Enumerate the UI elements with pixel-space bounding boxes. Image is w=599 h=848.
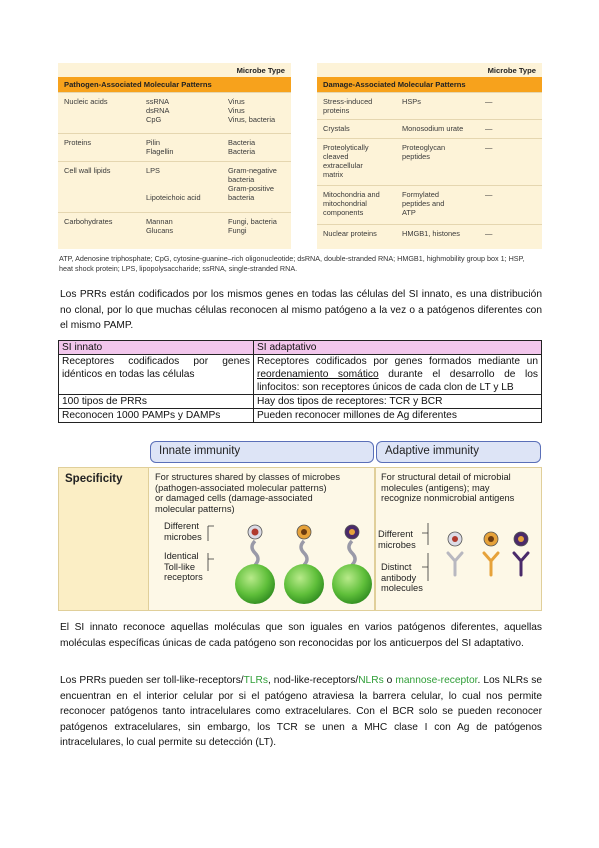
antibody-icon [514,553,528,575]
table-cell: Proteolytically cleaved extracellular matrix [323,143,369,179]
table-cell: — [485,97,493,106]
innate-vs-adaptive-table [58,340,542,423]
table-row [59,409,542,423]
table-cell: Proteins [64,138,92,147]
paragraph-innate-recognition: El SI innato reconoce aquellas moléculas que son iguales en varios patógenos diferentes, aquellas moléculas específicas únicas de cada patógeno son reconocidas por los anticuerpos del SI adaptativo. [60,622,542,649]
label-toll-like-receptors: Identical Toll-like receptors [164,551,203,582]
table-row [317,138,542,185]
table-cell: Carbohydrates [64,217,113,226]
cell-text: Receptores codificados por genes formados mediante un [257,356,538,367]
table-row [59,395,542,409]
table-cell: Gram-negative bacteria Gram-positive bacteria [228,166,277,202]
table-row [317,185,542,224]
immunity-illustration [58,441,542,611]
text: Los PRRs pueden ser toll-like-receptors/ [60,675,244,686]
adaptive-antigens [448,532,528,546]
table-cell: 100 tipos de PRRs [59,395,254,409]
table-row [58,92,291,133]
table-cell: HMGB1, histones [402,229,460,238]
table-cell: Hay dos tipos de receptores: TCR y BCR [254,395,542,409]
innate-description: For structures shared by classes of microbes (pathogen-associated molecular patterns) or damaged cells (damage-associated molecular patterns) [155,472,340,514]
innate-immunity-header: Innate immunity [150,441,374,463]
specificity-label: Specificity [58,467,148,611]
table-row [58,133,291,161]
cell-text: durante el desarrollo de los linfocitos: son receptores únicos de cada clon de LT y LB [257,369,538,393]
pamp-microbe-type-header: Microbe Type [58,63,291,77]
innate-cell-icon [332,564,372,604]
table-cell: Virus Virus Virus, bacteria [228,97,276,124]
figure-caption: ATP, Adenosine triphosphate; CpG, cytosine-guanine–rich oligonucleotide; dsRNA, double-stranded RNA; HMGB1, highmobility group box 1; HSP, heat shock protein; LPS, lipopolysaccharide; ssRNA, single-stranded RNA. [59,254,525,273]
antibody-icon [448,553,462,575]
table-cell: Pilin Flagellin [146,138,174,156]
table-row [317,92,542,119]
link-mannose-receptor[interactable]: mannose-receptor [395,675,478,686]
table-row [59,355,542,395]
table-cell: Crystals [323,124,350,133]
text: o [383,675,396,686]
table-cell [254,355,542,395]
antibody-icon [484,553,498,575]
text: , nod-like-receptors/ [267,675,359,686]
toll-like-receptor-icon [349,541,355,565]
header-adaptive: SI adaptativo [254,341,542,355]
paragraph-prr-distribution: Los PRRs están codificados por los mismos genes en todas las células del SI innato, es una distribución no clonal, por lo que muchas células reconocen al mismo patógeno a la vez o a patógenos diferentes con el mismo PAMP. [60,289,542,331]
table-cell: LPS Lipoteichoic acid [146,166,201,202]
label-adaptive-microbes: Different microbes [378,529,416,550]
table-cell: Receptores codificados por genes idénticos en todas las células [59,355,254,395]
immunity-specificity-figure [58,441,542,611]
table-cell: Stress-induced proteins [323,97,373,115]
cell-text-underlined: reordenamiento somático [257,369,379,380]
toll-like-receptor-icon [252,541,258,565]
table-header-row [59,341,542,355]
table-cell: Fungi, bacteria Fungi [228,217,277,235]
table-cell: Pueden reconocer millones de Ag diferentes [254,409,542,423]
innate-brackets [208,526,214,571]
table-cell: Cell wall lipids [64,166,111,175]
antibody-icons [448,553,528,575]
adaptive-brackets [422,523,428,581]
innate-cell-3 [332,525,372,604]
table-row [58,161,291,212]
link-nlrs[interactable]: NLRs [358,675,384,686]
table-row [317,119,542,138]
table-cell: Bacteria Bacteria [228,138,256,156]
innate-cell-2 [284,525,324,604]
damp-table-title: Damage-Associated Molecular Patterns [317,77,542,92]
table-cell: — [485,143,493,152]
table-row [58,212,291,243]
link-tlrs[interactable]: TLRs [243,675,268,686]
table-cell: Nucleic acids [64,97,108,106]
innate-cell-icon [235,564,275,604]
label-antibody-molecules: Distinct antibody molecules [381,562,423,593]
adaptive-immunity-header: Adaptive immunity [376,441,541,463]
label-different-microbes: Different microbes [164,521,202,542]
table-cell: Nuclear proteins [323,229,377,238]
pamp-table [58,63,291,249]
text: . Los NLRs se encuentran en el interior celular por si el patógeno atraviesa la barrera celular, lo cual nos permite reconocer patógenos tanto intracelulares como extracelulares. Con el BCR solo se pueden reconocer patógenos extracelulares, sin embargo, los TCR se unen a MHC clase I con Ag de patógenos intracelulares, lo cual permite su detección (LT). [60,675,543,748]
table-cell: Proteoglycan peptides [402,143,446,161]
table-cell: Mitochondria and mitochondrial components [323,190,380,217]
table-cell: HSPs [402,97,421,106]
table-cell: Monosodium urate [402,124,464,133]
table-cell: Formylated peptides and ATP [402,190,445,217]
pamp-table-title: Pathogen-Associated Molecular Patterns [58,77,291,92]
table-cell: — [485,190,493,199]
table-cell: Mannan Glucans [146,217,174,235]
table-cell: ssRNA dsRNA CpG [146,97,170,124]
paragraph-prr-types [60,673,542,751]
damp-table [317,63,542,249]
innate-cell-icon [284,564,324,604]
adaptive-description: For structural detail of microbial molecules (antigens); may recognize nonmicrobial antigens [381,472,515,503]
header-innate: SI innato [59,341,254,355]
table-row [317,224,542,243]
table-cell: — [485,229,493,238]
table-cell: — [485,124,493,133]
table-cell: Reconocen 1000 PAMPs y DAMPs [59,409,254,423]
damp-microbe-type-header: Microbe Type [317,63,542,77]
innate-cell-1 [235,525,275,604]
toll-like-receptor-icon [301,541,307,565]
